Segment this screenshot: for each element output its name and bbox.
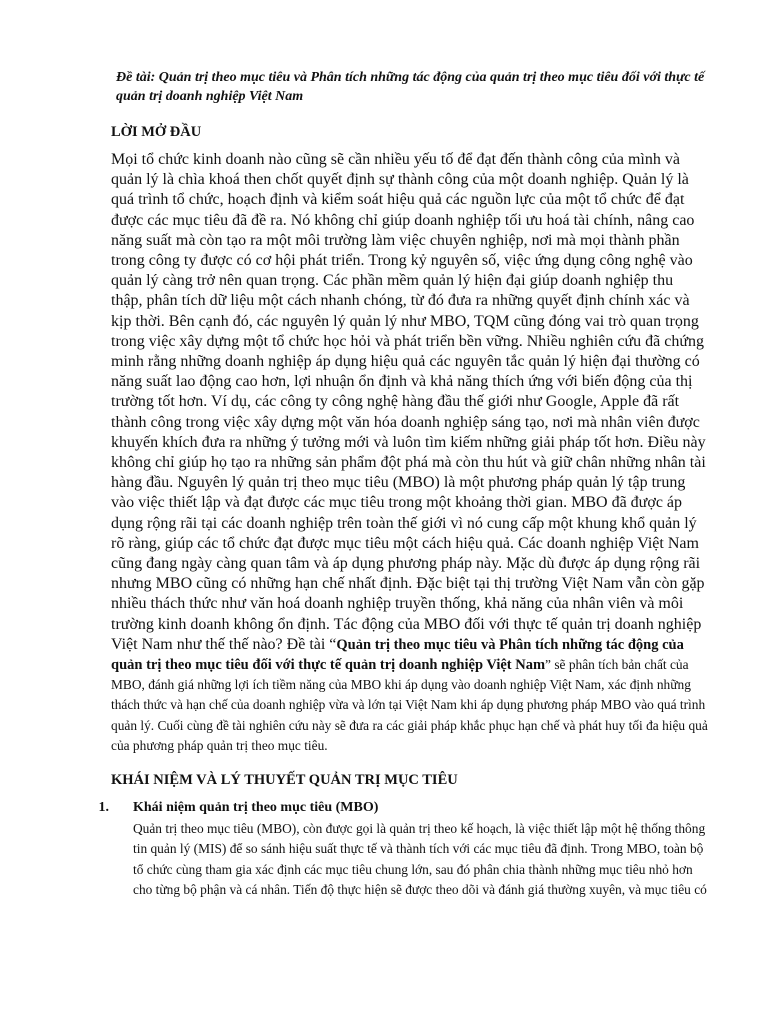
intro-text-large: Mọi tổ chức kinh doanh nào cũng sẽ cần nhiều yếu tố để đạt đến thành công của mình và quản lý là chìa khoá then chốt quyết định sự thành công của một doanh nghiệp. Quản lý là quá trình tổ chức, hoạch định và kiểm soát hiệu quả các nguồn lực của một tổ chức để đạt được các mục tiêu đã đề ra. Nó không chỉ giúp doanh nghiệp tối ưu hoá tài chính, nâng cao năng suất mà còn tạo ra một môi trường làm việc chuyên nghiệp, nơi mà mọi thành phần trong công ty được có cơ hội phát triển. Trong kỷ nguyên số, việc ứng dụng công nghệ vào quản lý càng trở nên quan trọng. Các phần mềm quản lý hiện đại giúp doanh nghiệp thu thập, phân tích dữ liệu một cách nhanh chóng, từ đó đưa ra những quyết định chính xác và kịp thời. Bên cạnh đó, các nguyên lý quản lý như MBO, TQM cũng đóng vai trò quan trọng trong việc xây dựng một tổ chức học hỏi và phát triển bền vững. Nhiều nghiên cứu đã chứng minh rằng những doanh nghiệp áp dụng hiệu quả các nguyên tắc quản lý hiện đại thường có năng suất lao động cao hơn, lợi nhuận ổn định và khả năng thích ứng với biến động của thị trường tốt hơn. Ví dụ, các công ty công nghệ hàng đầu thế giới như Google, Apple đã rất thành công trong việc xây dựng một văn hóa doanh nghiệp sáng tạo, nơi mà nhân viên được khuyến khích đưa ra những ý tưởng mới và luôn tìm kiếm những giải pháp tốt hơn. Điều này không chỉ giúp họ tạo ra những sản phẩm đột phá mà còn thu hút và giữ chân những nhân tài hàng đầu. Nguyên lý quản trị theo mục tiêu (MBO) là một phương pháp quản lý tập trung vào việc thiết lập và đạt được các mục tiêu trong một khoảng thời gian. MBO đã được áp dụng rộng rãi tại các doanh nghiệp trên toàn thế giới vì nó cung cấp một khung khổ quản lý rõ ràng, giúp các tổ chức đạt được mục tiêu một cách hiệu quả. Các doanh nghiệp Việt Nam cũng đang ngày càng quan tâm và áp dụng phương pháp này. Mặc dù được áp dụng rộng rãi nhưng MBO cũng có những hạn chế nhất định. Đặc biệt tại thị trường Việt Nam vẫn còn gặp nhiều thách thức như văn hoá doanh nghiệp truyền thống, khả năng của nhân viên và môi trường kinh doanh không ổn định. Tác động của MBO đối với thực tế quản trị doanh nghiệp Việt Nam như thế thế nào? Đề tài “ [111, 151, 706, 653]
intro-paragraph [111, 150, 708, 756]
list-item-body: Quản trị theo mục tiêu (MBO), còn được gọi là quản trị theo kế hoạch, là việc thiết lập một hệ thống thông tin quản lý (MIS) để so sánh hiệu suất thực tế và thành tích với các mục tiêu đã định. Trong MBO, toàn bộ tổ chức cùng tham gia xác định các mục tiêu chung lớn, sau đó phân chia thành những mục tiêu nhỏ hơn cho từng bộ phận và cá nhân. Tiến độ thực hiện sẽ được theo dõi và đánh giá thường xuyên, và mục tiêu có [133, 821, 707, 897]
numbered-list [98, 798, 708, 900]
document-title: Đề tài: Quản trị theo mục tiêu và Phân tích những tác động của quản trị theo mục tiêu đối với thực tế quản trị doanh nghiệp Việt Nam [116, 70, 705, 104]
intro-heading: LỜI MỞ ĐẦU [111, 124, 202, 140]
intro-text-small: ” sẽ phân tích bản chất của MBO, đánh giá những lợi ích tiềm năng của MBO khi áp dụng vào doanh nghiệp Việt Nam, xác định những thách thức và hạn chế của doanh nghiệp vừa và lớn tại Việt Nam khi áp dụng phương pháp MBO vào quá trình quản lý. Cuối cùng đề tài nghiên cứu này sẽ đưa ra các giải pháp khắc phục hạn chế và phát huy tối đa hiệu quả của phương pháp quản trị theo mục tiêu. [111, 657, 708, 753]
intro-text-small-wrap [111, 637, 708, 753]
theory-heading: KHÁI NIỆM VÀ LÝ THUYẾT QUẢN TRỊ MỤC TIÊU [111, 772, 458, 789]
list-item [87, 798, 708, 900]
list-item-number: 1. [98, 800, 109, 816]
list-item-title: Khái niệm quản trị theo mục tiêu (MBO) [133, 800, 379, 816]
intro-topic-bold: Quản trị theo mục tiêu và Phân tích những tác động của quản trị theo mục tiêu đối với thực tế quản trị doanh nghiệp Việt Nam [111, 636, 684, 674]
